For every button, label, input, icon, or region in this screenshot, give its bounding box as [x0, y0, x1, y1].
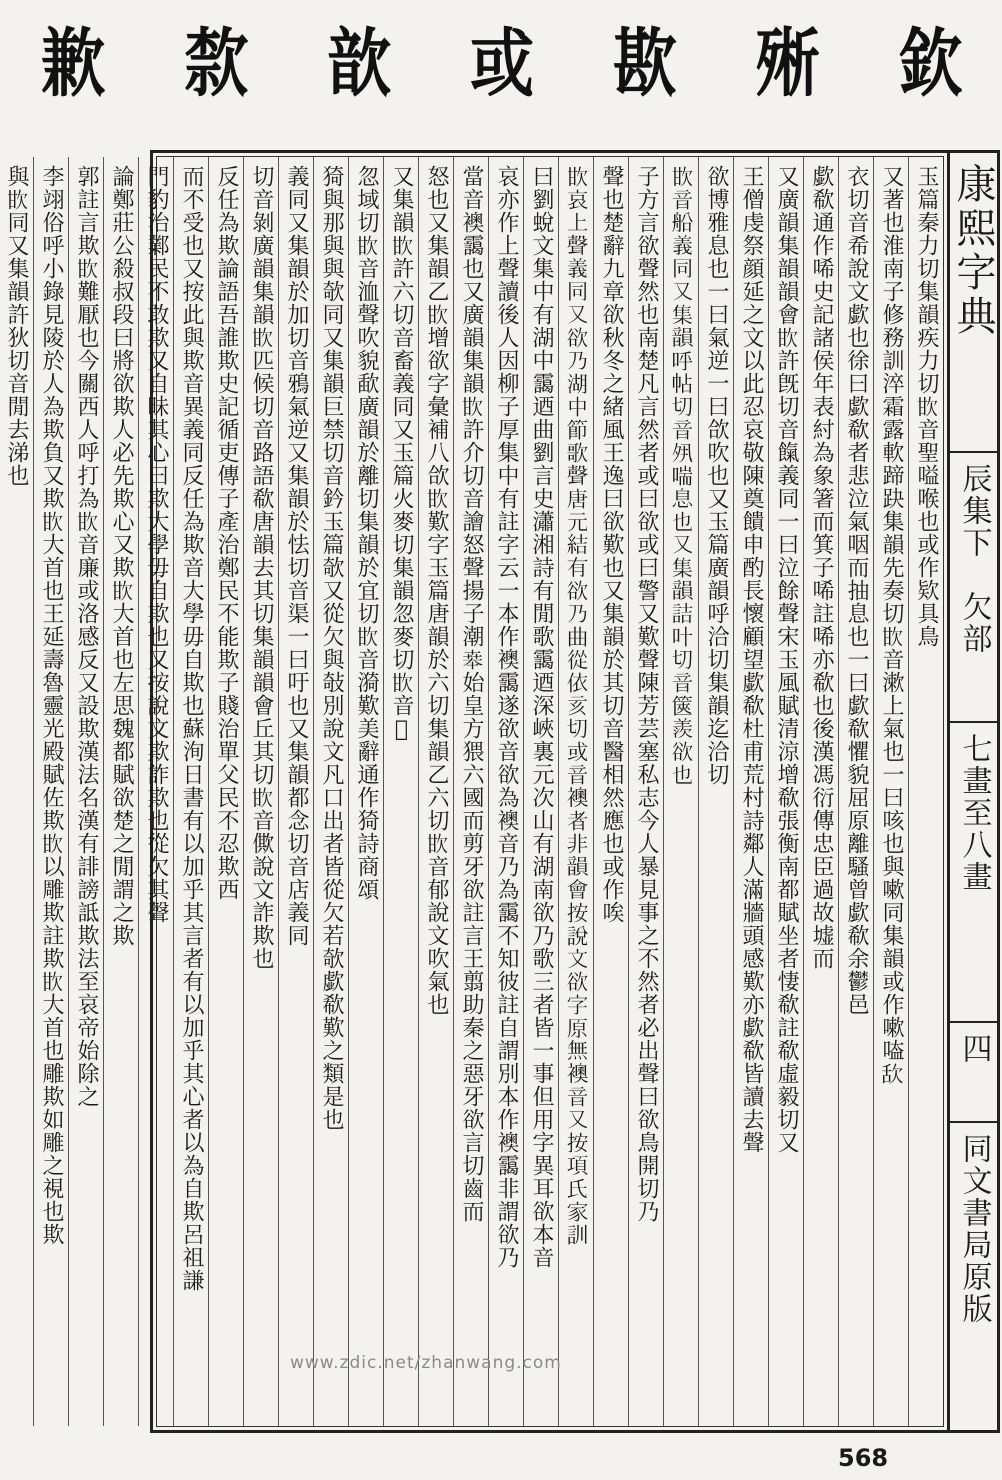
text-column: 哀亦作上聲讀後人因柳子厚集中有註字云一本作襖靄遂欲音欲為襖音乃為靄不知彼註自謂別本作襖靄非謂欲乃	[488, 157, 523, 1426]
stroke-range-label: 七畫至八畫	[950, 723, 997, 1023]
text-column: 與𣢟同又集韻許狄切音閒去涕也	[0, 157, 33, 1426]
text-column: 又著也淮南子修務訓淬霜露軟蹄趹集韻先奏切𣢟音漱上氣也一曰咳也與嗽同集韻或作嗽㗐𣢯	[873, 157, 908, 1426]
text-column: 𣢟哀上聲義同又欲乃湖中節歌聲唐元結有欲乃曲從依亥切或音襖者非韻會按說文欲字原無襖音又按項氏家訓	[558, 157, 593, 1426]
text-column: 歔欷通作唏史記諸侯年表紂為象箸而箕子唏註唏亦欷也後漢馮衍傳忠臣過故墟而	[803, 157, 838, 1426]
text-column: 忽域切𣢟音洫聲吹貌歃廣韻於離切集韻於宜切𣢟音漪歎美辭通作猗詩商頌	[348, 157, 383, 1426]
text-column: 𣢟音船義同又集韻呼帖切音𡖊喘息也又集韻詰叶切音篋羨欲也	[663, 157, 698, 1426]
text-column: 玉篇秦力切集韻疾力切𣢟音聖嗌喉也或作欵具鳥	[908, 157, 943, 1426]
dictionary-body-frame	[4, 150, 950, 1433]
text-column: 義同又集韻於加切音鴉氣逆又集韻於怯切音渠一曰吁也又集韻都念切音店義同	[278, 157, 313, 1426]
text-column: 論鄭莊公殺叔段曰將欲欺人必先欺心又欺𣢟大首也左思魏都賦欲楚之閒謂之欺	[103, 157, 138, 1426]
seal-script-banner	[0, 0, 1000, 130]
seal-glyph: 歆	[327, 21, 388, 108]
dictionary-title: 康熙字典	[950, 153, 997, 453]
text-column: 而不受也又按此與欺音異義同反任為欺音大學毋自欺也蘇洵日書有以加乎其言者有以加乎其心者以為自欺呂祖謙	[173, 157, 208, 1426]
seal-glyph: 歁	[612, 21, 673, 108]
seal-glyph: 㱤	[755, 21, 816, 108]
text-column: 又集韻𣢟許六切音畜義同又玉篇火麥切集韻忽麥切𣢟音𥊝	[383, 157, 418, 1426]
text-column: 衣切音希說文歔也徐曰歔欷者悲泣氣咽而抽息也一曰歔欷懼貌屈原離騷曾歔欷余鬱邑	[838, 157, 873, 1426]
page-number: 568	[838, 1444, 889, 1472]
text-column: 子方言欲聲然也南楚凡言然者或曰欲或曰警又歎聲陳芳芸塞私志今人暴見事之不然者必出聲曰欲鳥開切乃	[628, 157, 663, 1426]
seal-glyph: 欽	[898, 21, 959, 108]
seal-glyph: 歀	[184, 21, 245, 108]
publisher-label: 同文書局原版	[956, 1133, 992, 1325]
text-column: 怒也又集韻乙𣢟增欲字彙補八欱𣢟歎字玉篇唐韻於六切集韻乙六切𣢟音郁說文吹氣也	[418, 157, 453, 1426]
text-column: 曰劉蛻文集中有湖中靄迺曲劉言史瀟湘詩有閒歌靄迺深峽裏元次山有湖南欲乃歌三者皆一事但用字異耳欲本音	[523, 157, 558, 1426]
section-radical-label: 辰集下 欠部	[950, 453, 997, 723]
side-margin	[950, 150, 1000, 1433]
text-column: 李翊俗呼小錄見陵於人為欺負又欺𣢟大首也王延壽魯靈光殿賦佐欺𣢟以雕欺註欺𣢟大首也雕欺如雕之視也欺	[33, 157, 68, 1426]
text-column: 又廣韻集韻韻會𣢟許旣切音餼義同一曰泣餘聲宋玉風賦清涼增欷張衡南都賦坐者悽欷註欷虛毅切又	[768, 157, 803, 1426]
text-column: 切音剝廣韻集韻𣢟匹候切音路語欷唐韻去其切集韻韻會丘其切𣢟音僛說文詐欺也	[243, 157, 278, 1426]
text-column: 當音襖靄也又廣韻集韻𣢟許介切音譮怒聲揚子潮𠦪始皇方猥六國而剪牙欲註言王翦助秦之惡牙欲言切齒而	[453, 157, 488, 1426]
text-column: 欲博雅息也一曰氣逆一曰欱吹也又玉篇廣韻呼洽切集韻迄洽切	[698, 157, 733, 1426]
text-columns	[4, 157, 943, 1426]
volume-number: 四	[950, 1023, 997, 1123]
text-column: 猗與那與與欹同又集韻巨禁切音鈐玉篇欹又從欠與敧別說文凡口出者皆從欠若欹歔欷歎之類是也	[313, 157, 348, 1426]
text-column: 門豹治鄴民不敢欺又自昧其心曰欺大學毋自欺也又按說文欺詐欺也從欠其聲	[138, 157, 173, 1426]
site-watermark: www.zdic.net/zhanwang.com	[290, 1353, 562, 1373]
text-column: 郭註言欺𣢟難厭也今關西人呼打為𣢟音廉或洛感反又設欺漢法名漢有誹謗詆欺法至哀帝始除之	[68, 157, 103, 1426]
seal-glyph: 或	[469, 21, 530, 108]
text-column: 反任為欺論語吾誰欺史記循吏傳子產治鄭民不能欺子賤治單父民不忍欺西	[208, 157, 243, 1426]
text-column: 王僧虔祭顔延之文以此忍哀敬陳奠饋申酌長懷顧望歔欷杜甫荒村詩鄰人滿牆頭感歎亦歔欷皆讀去聲	[733, 157, 768, 1426]
inner-frame	[4, 156, 944, 1427]
text-column: 聲也楚辭九章欲秋冬之緒風王逸曰欲歎也又集韻於其切音醫相然應也或作唉	[593, 157, 628, 1426]
seal-glyph: 歉	[41, 21, 102, 108]
